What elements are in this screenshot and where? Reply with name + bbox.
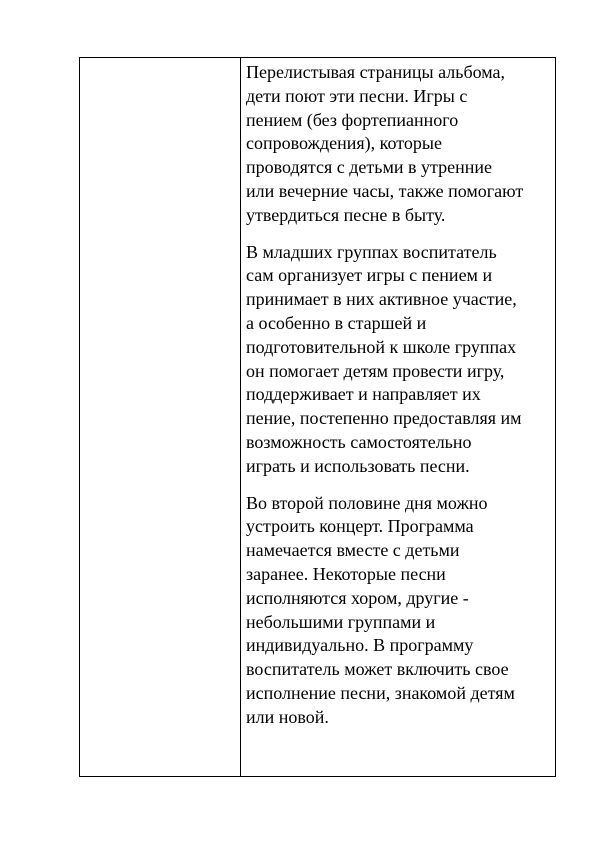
paragraph-album-songs: Перелистывая страницы альбома, дети поют эти песни. Игры с пением (без фортепианного сопровождения), которые проводятся с детьми в утренние или вечерние часы, также помогают утвердиться песне в быту. — [246, 62, 524, 225]
table-right-cell — [241, 58, 555, 776]
table-left-cell — [80, 58, 241, 776]
paragraph-concert: Во второй половине дня можно устроить концерт. Программа намечается вместе с детьми заранее. Некоторые песни исполняются хором, другие - небольшими группами и индивидуально. В программу воспитатель может включить свое исполнение песни, знакомой детям или новой. — [246, 492, 515, 727]
document-table — [79, 57, 556, 777]
paragraph-games-with-singing: В младших группах воспитатель сам организует игры с пением и принимает в них активное участие, а особенно в старшей и подготовительной к школе группах он помогает детям провести игру, поддерживает и направляет их пение, постепенно предоставляя им возможность самостоятельно играть и использовать песни. — [246, 241, 522, 476]
